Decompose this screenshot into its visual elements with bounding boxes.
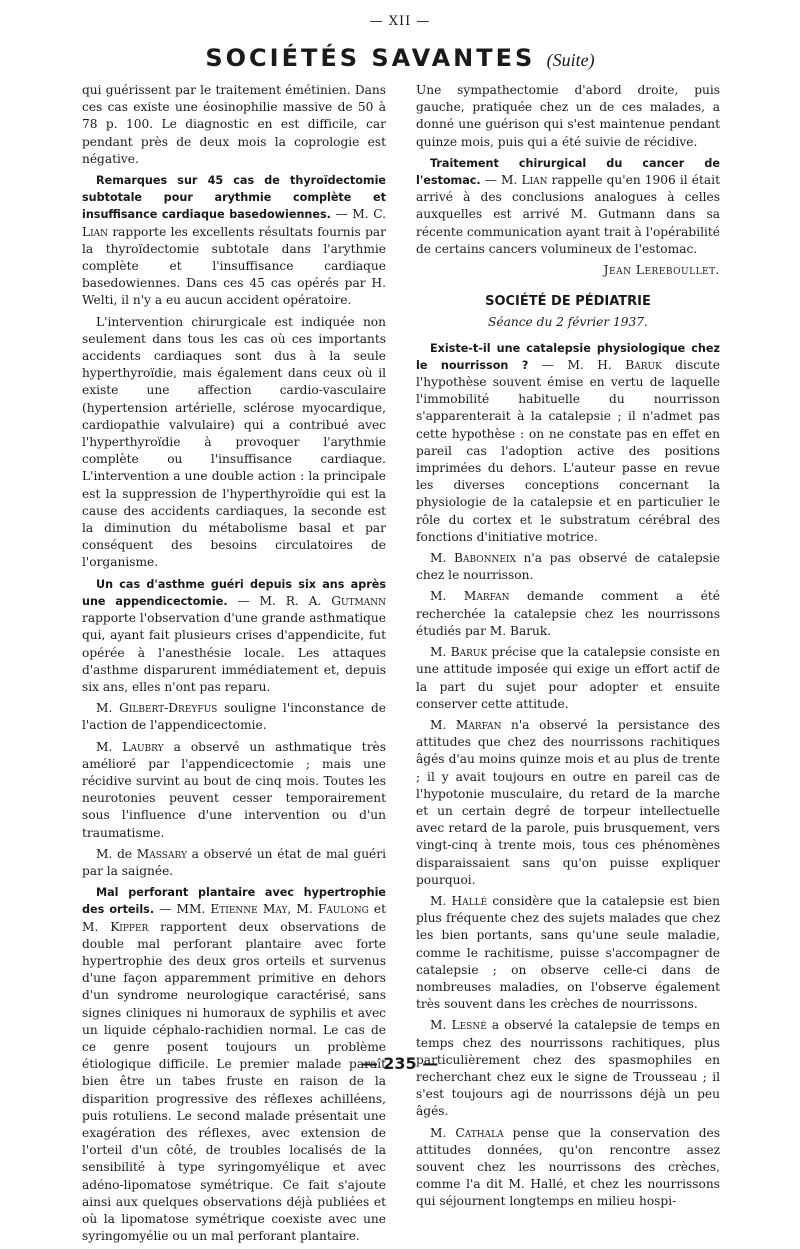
left-column (82, 82, 386, 1249)
paragraph: M. Marfan demande comment a été recherchée la catalepsie chez les nourrissons étudiés par M. Baruk. (416, 589, 720, 638)
section-title: SOCIÉTÉ DE PÉDIATRIE (485, 294, 651, 310)
paragraph: M. Baruk précise que la catalepsie consiste en une attitude imposée qui exige un effort actif de la part du sujet pour adopter et ensuite conserver cette attitude. (416, 645, 720, 711)
author-name: Kipper (110, 919, 149, 934)
paragraph: M. Gilbert-Dreyfus souligne l'inconstance de l'action de l'appendicectomie. (82, 701, 386, 733)
paragraph: M. Hallé considère que la catalepsie est bien plus fréquente chez des sujets malades que chez les bien portants, sans qu'une seule maladie, comme le rachitisme, puisse s'accompagner de catalepsie ; on observe celle-ci dans de nombreuses maladies, on l'observe également très souvent dans les crèches de nourrissons. (416, 893, 720, 1012)
author-name: Lian (521, 173, 548, 188)
author-name: Faulong (317, 902, 369, 917)
author-name: Marfan (463, 589, 510, 604)
session-date: Séance du 2 février 1937. (488, 315, 648, 330)
paragraph: Une sympathectomie d'abord droite, puis gauche, pratiquée chez un de ces malades, a donné une guérison qui s'est maintenue pendant quinze mois, puis qui a été suivie de récidive. (416, 83, 720, 149)
page-roman-numeral: — XII — (369, 14, 431, 29)
signature: Jean Lereboullet. (603, 263, 720, 278)
paragraph: M. de Massary a observé un état de mal guéri par la saignée. (82, 846, 386, 878)
paragraph: Remarques sur 45 cas de thyroïdectomie subtotale pour arythmie complète et insuffisance cardiaque basedowiennes. — M. C. Lian rapporte les excellents résultats fournis par la thyroïdectomie subtotale dans l'arythmie complète et l'insuffisance cardiaque basedowiennes. Dans ces 45 cas opérés par H. Welti, il n'y a eu aucun accident opératoire. (82, 174, 386, 308)
author-name: Babonneix (454, 551, 516, 566)
author-name: Baruk (625, 357, 662, 372)
title-text: SOCIÉTÉS SAVANTES (205, 44, 536, 72)
article-title: Existe-t-il une catalepsie physiologique chez le nourrisson ? (416, 341, 720, 372)
paragraph: Existe-t-il une catalepsie physiologique chez le nourrisson ? — M. H. Baruk discute l'hypothèse souvent émise en vertu de laquelle l'immobilité habituelle du nourrisson s'apparenterait à la catalepsie ; il n'admet pas cette hypothèse : on ne constate pas en effet en pareil cas l'adoption active des positions imprimées du dehors. L'auteur passe en revue les diverses conceptions concernant la physiologie de la catalepsie et en particulier le rôle du cortex et le substratum cérébral des fonctions d'initiative motrice. (416, 341, 720, 544)
paragraph: Un cas d'asthme guéri depuis six ans après une appendicectomie. — M. R. A. Gutmann rapporte l'observation d'une grande asthmatique qui, ayant fait plusieurs crises d'appendicite, fut opérée à l'anesthésie locale. Les attaques d'asthme disparurent immédiatement et, depuis six ans, elles n'ont pas reparu. (82, 577, 387, 694)
author-name: Massary (136, 846, 187, 861)
title-suite: (Suite) (546, 50, 595, 70)
author-name: Laubry (122, 739, 164, 754)
paragraph: M. Cathala pense que la conservation des attitudes données, qu'on rencontre assez souvent chez les nourrissons des crèches, comme l'a dit M. Hallé, et chez les nourrissons qui séjournent longtemps en milieu hospi- (416, 1125, 720, 1209)
author-name: Lesné (451, 1018, 487, 1033)
paragraph: M. Babonneix n'a pas observé de catalepsie chez le nourrisson. (416, 551, 720, 583)
article-title: Traitement chirurgical du cancer de l'estomac. (416, 156, 720, 188)
article-title: Mal perforant plantaire avec hypertrophie des orteils. (82, 886, 386, 917)
paragraph: M. Lesné a observé la catalepsie de temps en temps chez des nourrissons rachitiques, plus particulièrement chez des spasmophiles en recherchant chez eux le signe de Trousseau ; il s'est toujours agi de nourrissons déjà un peu âgés. (416, 1018, 720, 1119)
author-name: Baruk (450, 645, 488, 660)
author-name: Gutmann (331, 593, 387, 608)
page-number: — 235 — (361, 1054, 439, 1073)
paragraph: qui guérissent par le traitement émétinien. Dans ces cas existe une éosinophilie massive de 50 à 78 p. 100. Le diagnostic en est difficile, car pendant près de deux mois la coprologie est négative. (82, 83, 386, 166)
paragraph: M. Laubry a observé un asthmatique très amélioré par l'appendicectomie ; mais une récidive survint au bout de cinq mois. Toutes les neurotonies peuvent cesser temporairement sous l'influence d'une intervention ou d'un traumatisme. (82, 739, 386, 840)
article-title: Remarques sur 45 cas de thyroïdectomie subtotale pour arythmie complète et insuffisance cardiaque basedowiennes. (82, 174, 386, 222)
author-name: Gilbert-Dreyfus (119, 701, 218, 716)
article-title: Un cas d'asthme guéri depuis six ans après une appendicectomie. (82, 577, 386, 608)
author-name: Cathala (455, 1125, 504, 1140)
paragraph: Mal perforant plantaire avec hypertrophie des orteils. — MM. Etienne May, M. Faulong et M. Kipper rapportent deux observations de double mal perforant plantaire avec forte hypertrophie des deux gros orteils et survenus d'une façon apparemment primitive en dehors d'un syndrome neurologique caractérisé, sans signes cliniques ni humoraux de syphilis et avec un liquide céphalo-rachidien normal. Le cas de ce genre posent toujours un problème étiologique difficile. Le premier malade paraît bien être un tabes fruste en raison de la disparition progressive des réflexes achilléens, puis rotuliens. Le second malade présentait une exagération des réflexes, avec extension de l'orteil d'un côté, de troubles localisés de la sensibilité à type syringomyélique et avec adéno-lipomatose symétrique. Ce fait s'ajoute ainsi aux quelques observations déjà publiées et où la lipomatose symétrique coexiste avec une syringomyélie ou un mal perforant plantaire. (82, 886, 386, 1244)
paragraph: Traitement chirurgical du cancer de l'estomac. — M. Lian rappelle qu'en 1906 il était arrivé à des conclusions analogues à celles auxquelles est arrivé M. Gutmann dans sa récente communication ayant trait à l'opérabilité de certains cancers volumineux de l'estomac. (416, 156, 720, 256)
page-title (0, 44, 800, 72)
paragraph: M. Marfan n'a observé la persistance des attitudes que chez des nourrissons rachitiques âgés d'au moins quinze mois et au plus de trente ; il y avait toujours en outre en pareil cas de l'hypotonie musculaire, du retard de la marche et un certain degré de torpeur intellectuelle avec retard de la parole, puis brusquement, vers vingt-cinq à trente mois, tous ces phénomènes disparaissaient sans qu'on puisse expliquer pourquoi. (416, 717, 720, 887)
author-name: Marfan (455, 717, 502, 732)
paragraph: L'intervention chirurgicale est indiquée non seulement dans tous les cas où ces importants accidents cardiaques sont dus à la seule hyperthyroïdie, mais également dans ceux où il existe une affection cardio-vasculaire (hypertension artérielle, sclérose myocardique, cardiopathie valvulaire) qui a contribué avec l'hyperthyroïdie à provoquer l'arythmie complète ou l'insuffisance cardiaque. L'intervention a une double action : la principale est la suppression de l'hyperthyroïdie qui est la cause des accidents cardiaques, la seconde est la diminution du métabolisme basal et par conséquent des besoins circulatoires de l'organisme. (82, 314, 386, 570)
author-name: Lian (82, 224, 109, 239)
author-name: Hallé (451, 893, 488, 908)
right-column (416, 82, 720, 1215)
author-name: Etienne May (210, 902, 288, 917)
